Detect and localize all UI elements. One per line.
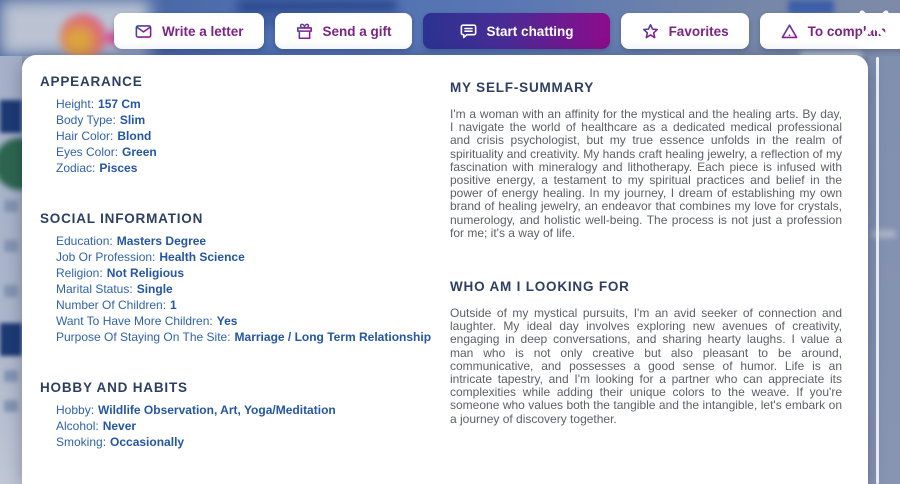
profile-attributes-column xyxy=(38,73,434,450)
close-modal-button[interactable] xyxy=(855,6,893,44)
send-gift-label: Send a gift xyxy=(322,23,392,39)
looking-for-text: Outside of my mystical pursuits, I'm an avid seeker of connection and laughter. My ideal day involves exploring new avenues of creativity, engaging in deep conversations, and sharing hearty laughs. I value a man who is not only creative but also pleasant to be around, communicative, and possesses a good sense of humor. Life is an intricate tapestry, and I'm looking for a partner who can appreciate its complexities while adding their unique colors to the weave. If you're someone who values both the tangible and the intangible, let's embark on a journey of discovery together. xyxy=(450,306,842,426)
star-icon xyxy=(641,22,660,41)
gift-icon xyxy=(295,22,314,41)
chat-bubble-icon xyxy=(459,22,478,41)
self-summary-section xyxy=(450,79,842,240)
start-chatting-button[interactable] xyxy=(423,13,610,49)
hobby-heading: HOBBY AND HABITS xyxy=(40,380,188,395)
field-children: Number Of Children: 1 xyxy=(56,298,177,312)
warning-icon xyxy=(780,22,799,41)
envelope-icon xyxy=(134,22,153,41)
send-gift-button[interactable] xyxy=(275,13,412,49)
field-alcohol: Alcohol: Never xyxy=(56,419,137,433)
modal-scrollbar[interactable] xyxy=(876,57,879,484)
profile-about-column xyxy=(450,73,856,426)
profile-details-card xyxy=(22,55,868,484)
write-letter-button[interactable] xyxy=(114,13,264,49)
looking-for-heading: WHO AM I LOOKING FOR xyxy=(450,279,630,295)
field-more-children: Want To Have More Children: Yes xyxy=(56,314,238,328)
complain-label: To complain xyxy=(807,23,887,39)
social-information-heading: SOCIAL INFORMATION xyxy=(40,211,204,226)
appearance-heading: APPEARANCE xyxy=(40,74,143,89)
favorites-button[interactable] xyxy=(621,13,749,49)
field-hair-color: Hair Color: Blond xyxy=(56,129,152,143)
social-information-section xyxy=(40,210,434,345)
field-height: Height: 157 Cm xyxy=(56,97,141,111)
social-fields xyxy=(40,233,434,345)
close-icon xyxy=(855,32,893,47)
field-zodiac: Zodiac: Pisces xyxy=(56,161,138,175)
appearance-section xyxy=(40,73,434,176)
self-summary-text: I'm a woman with an affinity for the mystical and the healing arts. By day, I navigate the world of healthcare as a dedicated medical professional and crisis psychologist, but my true essence unfolds in the realm of spirituality and creativity. My hands craft healing jewelry, a reflection of my fascination with mineralogy and lithotherapy. Each piece is infused with positive energy, a testament to my spiritual practices and belief in the power of energy healing. In my journey, I dream of establishing my own brand of healing jewelry, an endeavor that combines my love for crystals, numerology, and holistic well-being. The process is not just a profession for me; it's a way of life. xyxy=(450,107,842,240)
hobby-fields xyxy=(40,402,434,450)
favorites-label: Favorites xyxy=(668,23,729,39)
field-body-type: Body Type: Slim xyxy=(56,113,146,127)
field-education: Education: Masters Degree xyxy=(56,234,207,248)
self-summary-heading: MY SELF-SUMMARY xyxy=(450,80,595,95)
profile-action-toolbar xyxy=(114,13,900,49)
field-religion: Religion: Not Religious xyxy=(56,266,185,280)
hobby-section xyxy=(40,379,434,450)
looking-for-section xyxy=(450,278,842,426)
field-eyes-color: Eyes Color: Green xyxy=(56,145,157,159)
field-hobby: Hobby: Wildlife Observation, Art, Yoga/Meditation xyxy=(56,403,336,417)
write-letter-label: Write a letter xyxy=(162,23,244,39)
field-marital-status: Marital Status: Single xyxy=(56,282,173,296)
appearance-fields xyxy=(40,96,434,176)
field-job: Job Or Profession: Health Science xyxy=(56,250,245,264)
field-purpose: Purpose Of Staying On The Site: Marriage / Long Term Relationship xyxy=(56,330,432,344)
field-smoking: Smoking: Occasionally xyxy=(56,435,185,449)
start-chatting-label: Start chatting xyxy=(486,23,574,39)
